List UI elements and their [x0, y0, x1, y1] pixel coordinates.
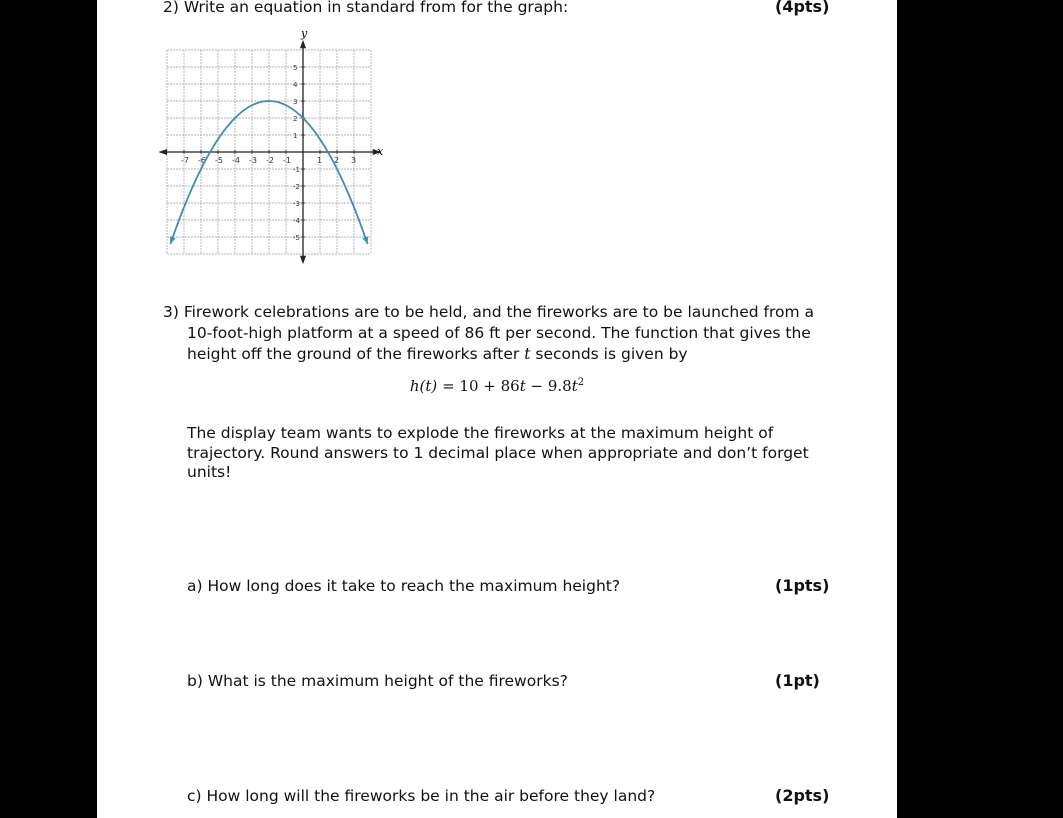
parabola-graph: [161, 26, 384, 262]
q3c-question: c) How long will the fireworks be in the air before they land?: [187, 787, 656, 805]
y-tick-label: 2: [293, 115, 298, 123]
q3-line1: 3) Firework celebrations are to be held, and the fireworks are to be launched from a: [163, 303, 815, 321]
y-tick-label: -2: [293, 183, 300, 191]
q3c-points: (2pts): [775, 786, 830, 805]
graph-axes: [159, 40, 382, 264]
x-tick-label: -7: [181, 156, 189, 165]
y-axis-label: y: [301, 27, 308, 40]
y-axis-arrow-up: [300, 40, 306, 49]
q3-line3-var: t: [524, 345, 531, 363]
y-axis-arrow-down: [300, 256, 306, 265]
x-tick-label: -3: [249, 156, 257, 165]
height-formula: [97, 373, 897, 396]
y-tick-label: -4: [293, 217, 300, 225]
y-tick-label: 5: [293, 64, 298, 72]
formula-minus: − 9.8: [525, 377, 572, 395]
graph-tick-labels: [181, 64, 356, 242]
y-tick-label: 1: [293, 132, 298, 140]
x-tick-label: 1: [317, 156, 323, 165]
x-axis-arrow-left: [159, 149, 168, 155]
q3a-question: a) How long does it take to reach the maximum height?: [187, 577, 621, 595]
x-axis-label: x: [377, 145, 384, 158]
q2-points: (4pts): [775, 0, 830, 16]
curve-arrow-left: [170, 236, 176, 244]
q2-prompt: 2) Write an equation in standard from for the graph:: [163, 0, 569, 16]
x-tick-label: -4: [232, 156, 240, 165]
y-tick-label: 4: [293, 81, 298, 89]
formula-lhs: h(t): [409, 377, 438, 395]
x-tick-label: -5: [215, 156, 223, 165]
worksheet-page: [97, 0, 897, 818]
curve-arrow-right: [362, 236, 368, 244]
x-tick-label: -1: [283, 156, 291, 165]
q3-line3-post: seconds is given by: [530, 345, 688, 363]
x-tick-label: 3: [351, 156, 357, 165]
x-tick-label: -2: [266, 156, 274, 165]
formula-mid: = 10 + 86: [437, 377, 520, 395]
x-tick-label: -6: [198, 156, 206, 165]
formula-t2: t: [571, 377, 578, 395]
q3b-points: (1pt): [775, 671, 820, 690]
q3-line2: 10-foot-high platform at a speed of 86 ft per second. The function that gives the: [187, 324, 811, 342]
formula-exponent: 2: [577, 377, 585, 388]
q3b-question: b) What is the maximum height of the fireworks?: [187, 672, 568, 690]
q3a-points: (1pts): [775, 576, 830, 595]
y-tick-label: 3: [293, 98, 298, 106]
q3-line3-pre: height off the ground of the fireworks after: [187, 345, 525, 363]
q3-instructions: The display team wants to explode the fireworks at the maximum height of trajectory. Round answers to 1 decimal place when appropriate and don’t forget units!: [187, 424, 809, 481]
q3-line3: [187, 344, 688, 364]
y-tick-label: -1: [293, 166, 300, 174]
x-tick-label: 2: [334, 156, 340, 165]
y-tick-label: -3: [293, 200, 300, 208]
formula-t: t: [519, 377, 526, 395]
y-tick-label: -5: [293, 234, 300, 242]
